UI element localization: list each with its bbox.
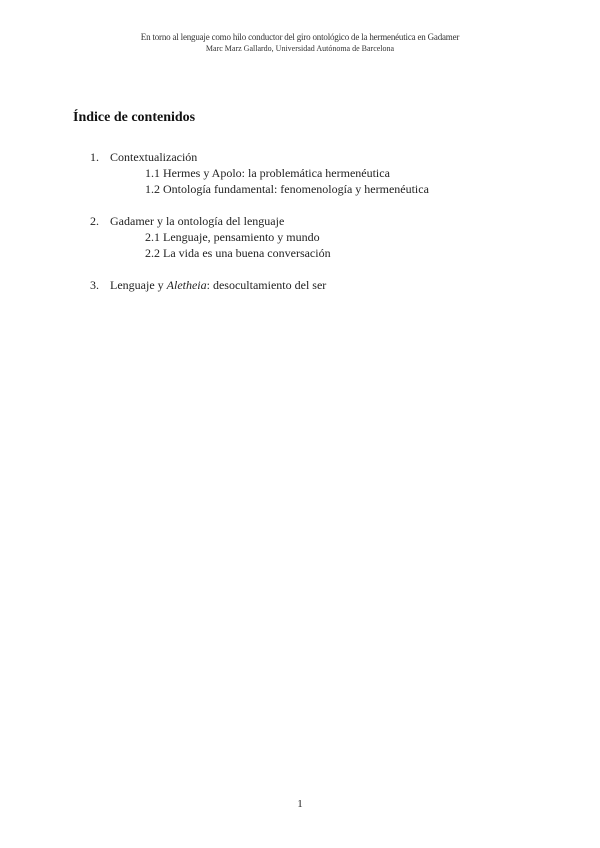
header-title: En torno al lenguaje como hilo conductor del giro ontológico de la hermenéutica en Gadamer bbox=[140, 32, 460, 42]
chapter-label: Gadamer y la ontología del lenguaje bbox=[110, 214, 285, 228]
toc-section-2-2[interactable]: 2.2 La vida es una buena conversación bbox=[145, 246, 331, 260]
chapter-number: 3. bbox=[90, 278, 99, 292]
running-header bbox=[0, 31, 600, 54]
toc-chapter-1 bbox=[90, 149, 550, 197]
chapter-number: 2. bbox=[90, 214, 99, 228]
chapter-number: 1. bbox=[90, 150, 99, 164]
toc-section-1-2[interactable]: 1.2 Ontología fundamental: fenomenología y hermenéutica bbox=[145, 182, 429, 196]
chapter-label-prefix: Lenguaje y bbox=[110, 278, 167, 292]
toc-section-2-1[interactable]: 2.1 Lenguaje, pensamiento y mundo bbox=[145, 230, 320, 244]
toc-section-1-1[interactable]: 1.1 Hermes y Apolo: la problemática hermenéutica bbox=[145, 166, 390, 180]
toc-chapter-row[interactable] bbox=[90, 149, 550, 165]
toc-chapter-row[interactable] bbox=[90, 277, 550, 293]
toc-chapter-row[interactable] bbox=[90, 213, 550, 229]
toc-chapter-2 bbox=[90, 213, 550, 261]
page-number: 1 bbox=[297, 798, 303, 810]
header-author: Marc Marz Gallardo, Universidad Autónoma de Barcelona bbox=[205, 44, 395, 53]
table-of-contents bbox=[90, 149, 550, 309]
chapter-label-suffix: : desocultamiento del ser bbox=[206, 278, 327, 292]
chapter-label bbox=[110, 277, 326, 293]
chapter-label-italic: Aletheia bbox=[166, 278, 207, 292]
toc-chapter-3 bbox=[90, 277, 550, 293]
chapter-label: Contextualización bbox=[110, 150, 198, 164]
toc-heading: Índice de contenidos bbox=[73, 110, 196, 125]
